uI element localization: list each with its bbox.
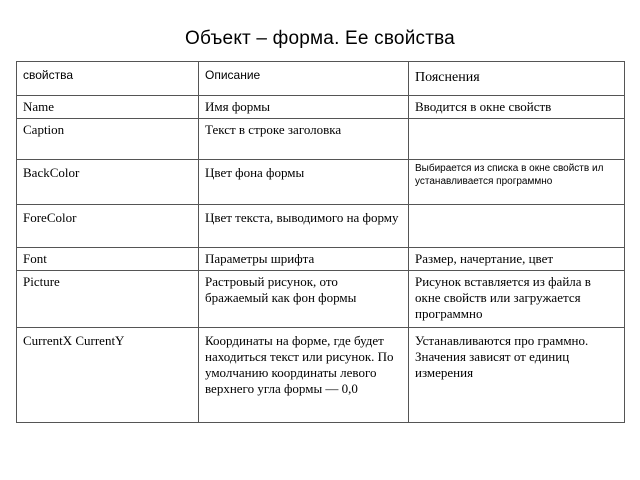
note-cell: Устанавливаются про граммно. Значения зависят от единиц измерения (409, 328, 625, 423)
property-cell: Name (17, 96, 199, 119)
note-cell: Выбирается из списка в окне свойств ил устанавливается программно (409, 160, 625, 205)
note-cell: Рисунок вставляется из файла в окне свойств или загружается программно (409, 271, 625, 328)
note-cell (409, 119, 625, 160)
table-row (17, 271, 625, 328)
properties-table (16, 61, 625, 423)
table-row (17, 248, 625, 271)
header-properties: свойства (17, 62, 199, 96)
table-header-row (17, 62, 625, 96)
description-cell: Цвет текста, выводимого на форму (199, 205, 409, 248)
table-row (17, 160, 625, 205)
property-cell: Caption (17, 119, 199, 160)
note-cell (409, 205, 625, 248)
description-cell: Координаты на форме, где будет находиться текст или рисунок. По умолчанию координаты левого верхнего угла формы — 0,0 (199, 328, 409, 423)
property-cell: Font (17, 248, 199, 271)
table-row (17, 119, 625, 160)
table-row (17, 96, 625, 119)
description-cell: Цвет фона формы (199, 160, 409, 205)
header-notes: Пояснения (409, 62, 625, 96)
note-cell: Вводится в окне свойств (409, 96, 625, 119)
table-row (17, 205, 625, 248)
slide-title: Объект – форма. Ее свойства (185, 28, 455, 49)
description-cell: Растровый рисунок, ото бражаемый как фон формы (199, 271, 409, 328)
description-cell: Текст в строке заголовка (199, 119, 409, 160)
note-cell: Размер, начертание, цвет (409, 248, 625, 271)
property-cell: Picture (17, 271, 199, 328)
table-row (17, 328, 625, 423)
description-cell: Параметры шрифта (199, 248, 409, 271)
property-cell: ForeColor (17, 205, 199, 248)
property-cell: BackColor (17, 160, 199, 205)
description-cell: Имя формы (199, 96, 409, 119)
property-cell: CurrentX CurrentY (17, 328, 199, 423)
header-description: Описание (199, 62, 409, 96)
